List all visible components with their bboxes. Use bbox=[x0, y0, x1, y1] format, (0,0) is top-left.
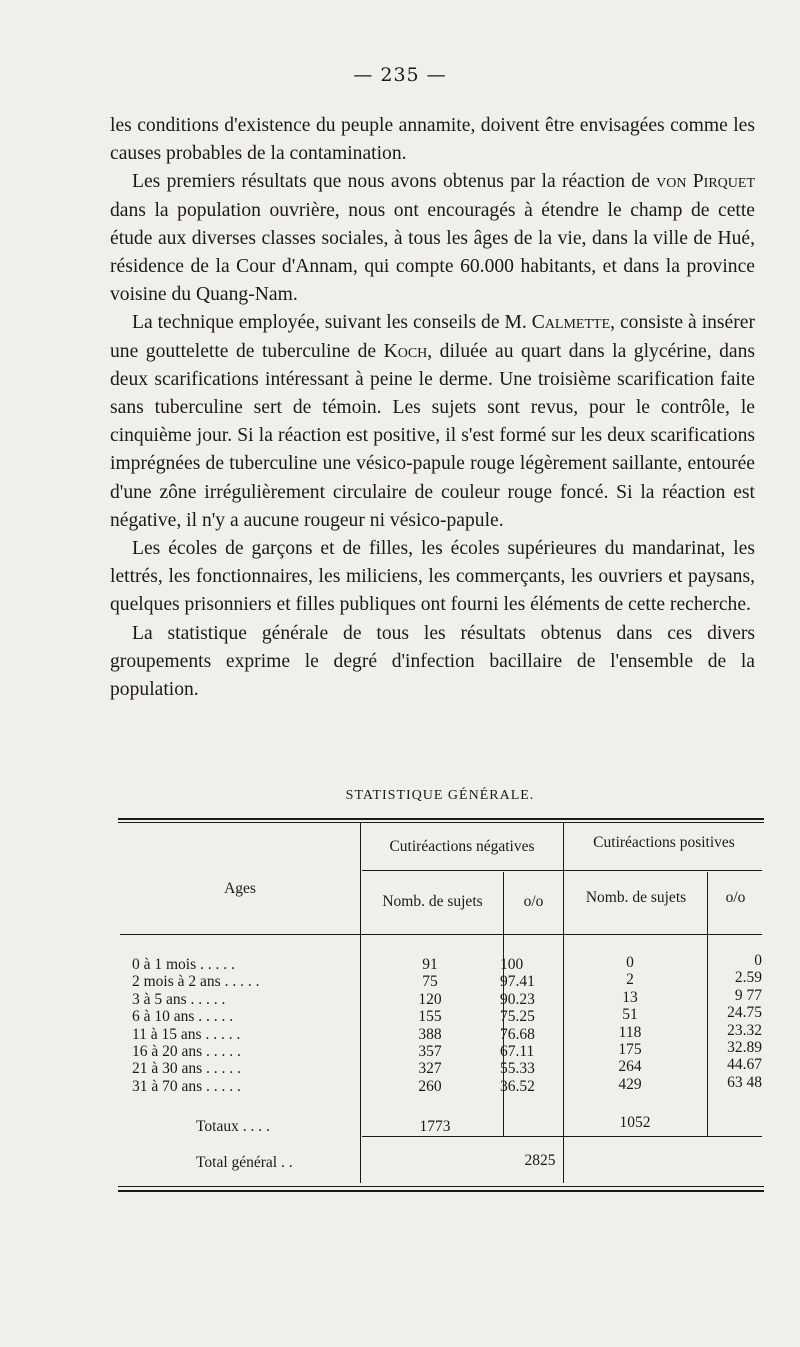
table-cell: 76.68 bbox=[500, 1025, 535, 1043]
table-cell: 67.11 bbox=[500, 1043, 535, 1061]
table-cell: 388 bbox=[418, 1025, 442, 1043]
text-run: les conditions d'existence du peuple annamite, doivent être envisagées comme les causes probables de la contamination. bbox=[110, 115, 755, 165]
text-run: La statistique générale de tous les résultats obtenus dans ces divers groupements exprime le degré d'infection bacillaire de l'ensemble de la population. bbox=[110, 622, 755, 701]
table-cell: 264 bbox=[618, 1058, 642, 1076]
text-run: dans la population ouvrière, nous ont encouragés à étendre le champ de cette étude aux diverses classes sociales, à tous les âges de la vie, dans la ville de Hué, résidence de la Cour d'Annam, qui compte 60.000 habitants, et dans la province voisine du Quang-Nam. bbox=[110, 199, 755, 306]
text-run: Les écoles de garçons et de filles, les écoles supérieures du mandarinat, les lettrés, les fonctionnaires, les miliciens, les commerçants, les ouvriers et paysans, quelques prisonniers et filles publiques ont fourni les éléments de cette recherche. bbox=[110, 538, 755, 616]
table-cell: 32.89 bbox=[727, 1039, 762, 1057]
table-cell: 36.52 bbox=[500, 1077, 535, 1095]
age-row-label: 21 à 30 ans . . . . . bbox=[132, 1060, 241, 1078]
table-cell: 24.75 bbox=[727, 1004, 762, 1022]
subheader-pos-count: Nomb. de sujets bbox=[585, 889, 687, 906]
table-cell: 97.41 bbox=[500, 973, 535, 991]
table-cell: 2.59 bbox=[734, 969, 762, 987]
subheader-neg-pct: o/o bbox=[523, 893, 544, 910]
age-row-label: 0 à 1 mois . . . . . bbox=[132, 956, 235, 973]
page-number: — 235 — bbox=[353, 64, 447, 86]
text-run: , consiste à insérer une gouttelette de tuberculine de bbox=[110, 312, 755, 362]
paragraph bbox=[110, 112, 755, 168]
table-bottom-rule-thin bbox=[118, 1186, 764, 1187]
subheader-neg-count: Nomb. de sujets bbox=[382, 893, 483, 910]
table-cell: 0 bbox=[754, 952, 762, 969]
pos-count-column bbox=[580, 954, 680, 1093]
age-column bbox=[132, 956, 362, 1095]
header-positives: Cutiréactions positives bbox=[593, 834, 735, 851]
table-cell: 260 bbox=[418, 1077, 442, 1095]
neg-pct-column bbox=[500, 956, 560, 1095]
paragraph bbox=[110, 620, 755, 705]
header-ages: Ages bbox=[224, 880, 256, 897]
pos-pct-column bbox=[712, 952, 762, 1091]
table-cell: 63 48 bbox=[727, 1073, 762, 1091]
subheader-pos-pct: o/o bbox=[725, 889, 746, 906]
author-name: von Pirquet bbox=[656, 171, 755, 193]
age-row-label: 6 à 10 ans . . . . . bbox=[132, 1008, 234, 1026]
table-cell: 75 bbox=[422, 973, 438, 991]
table-cell: 51 bbox=[622, 1006, 638, 1024]
table-cell: 75.25 bbox=[500, 1008, 535, 1026]
age-row-label: 2 mois à 2 ans . . . . . bbox=[132, 973, 260, 991]
neg-count-column bbox=[390, 956, 470, 1095]
table-top-rule bbox=[118, 818, 764, 820]
table-cell: 90.23 bbox=[500, 990, 535, 1008]
table-cell: 118 bbox=[618, 1023, 642, 1041]
paragraph bbox=[110, 168, 755, 309]
table-cell: 155 bbox=[418, 1008, 442, 1026]
author-name: Koch bbox=[383, 340, 428, 362]
paragraph bbox=[110, 535, 755, 620]
age-row-label: 11 à 15 ans . . . . . bbox=[132, 1025, 241, 1043]
table-cell: 23.32 bbox=[727, 1021, 762, 1039]
table-top-rule-thin bbox=[118, 822, 764, 823]
table-cell: 0 bbox=[626, 954, 634, 971]
table-cell: 327 bbox=[418, 1060, 442, 1078]
text-run: Les premiers résultats que nous avons obtenus par la réaction de bbox=[132, 171, 657, 193]
total-general-value: 2825 bbox=[524, 1152, 556, 1169]
author-name: Calmette bbox=[531, 312, 611, 334]
totaux-positives: 1052 bbox=[619, 1114, 651, 1131]
table-cell: 55.33 bbox=[500, 1060, 535, 1078]
totaux-negatives: 1773 bbox=[419, 1118, 451, 1135]
column-divider bbox=[563, 823, 564, 1183]
body-text bbox=[110, 112, 755, 704]
total-general-label: Total général . . bbox=[196, 1154, 293, 1171]
paragraph bbox=[110, 309, 755, 535]
table-cell: 120 bbox=[418, 990, 442, 1008]
table-cell: 175 bbox=[618, 1041, 642, 1059]
table-cell: 357 bbox=[418, 1043, 442, 1061]
age-row-label: 16 à 20 ans . . . . . bbox=[132, 1043, 241, 1061]
header-rule bbox=[362, 870, 762, 871]
table-cell: 13 bbox=[622, 988, 638, 1006]
table-cell: 429 bbox=[618, 1075, 642, 1093]
text-run: La technique employée, suivant les conseils de M. bbox=[132, 312, 532, 334]
table-title: STATISTIQUE GÉNÉRALE. bbox=[345, 788, 535, 803]
age-row-label: 31 à 70 ans . . . . . bbox=[132, 1077, 241, 1095]
text-run: , diluée au quart dans la glycérine, dans deux scarifications intéressant à peine le derme. Une troisième scarification faite sans tuberculine sert de témoin. Les sujets sont revus, pour le contrôle, le cinquième jour. Si la réaction est positive, il s'est formé sur les deux scarifications imprégnées de tuberculine une vésico-papule rouge légèrement saillante, entourée d'une zône irrégulièrement circulaire de couleur rouge foncé. Si la réaction est négative, il n'y a aucune rougeur ni vésico-papule. bbox=[110, 340, 755, 531]
table-cell: 44.67 bbox=[727, 1056, 762, 1074]
column-divider bbox=[707, 872, 708, 1137]
table-cell: 91 bbox=[422, 956, 438, 973]
table-bottom-rule bbox=[118, 1190, 764, 1192]
age-row-label: 3 à 5 ans . . . . . bbox=[132, 990, 226, 1008]
totals-rule bbox=[362, 1136, 762, 1137]
table-cell: 9 77 bbox=[734, 986, 762, 1004]
totaux-label: Totaux . . . . bbox=[196, 1118, 270, 1135]
header-rule bbox=[120, 934, 762, 935]
table-cell: 2 bbox=[626, 971, 634, 989]
table-cell: 100 bbox=[500, 956, 524, 973]
header-negatives: Cutiréactions négatives bbox=[389, 838, 535, 855]
